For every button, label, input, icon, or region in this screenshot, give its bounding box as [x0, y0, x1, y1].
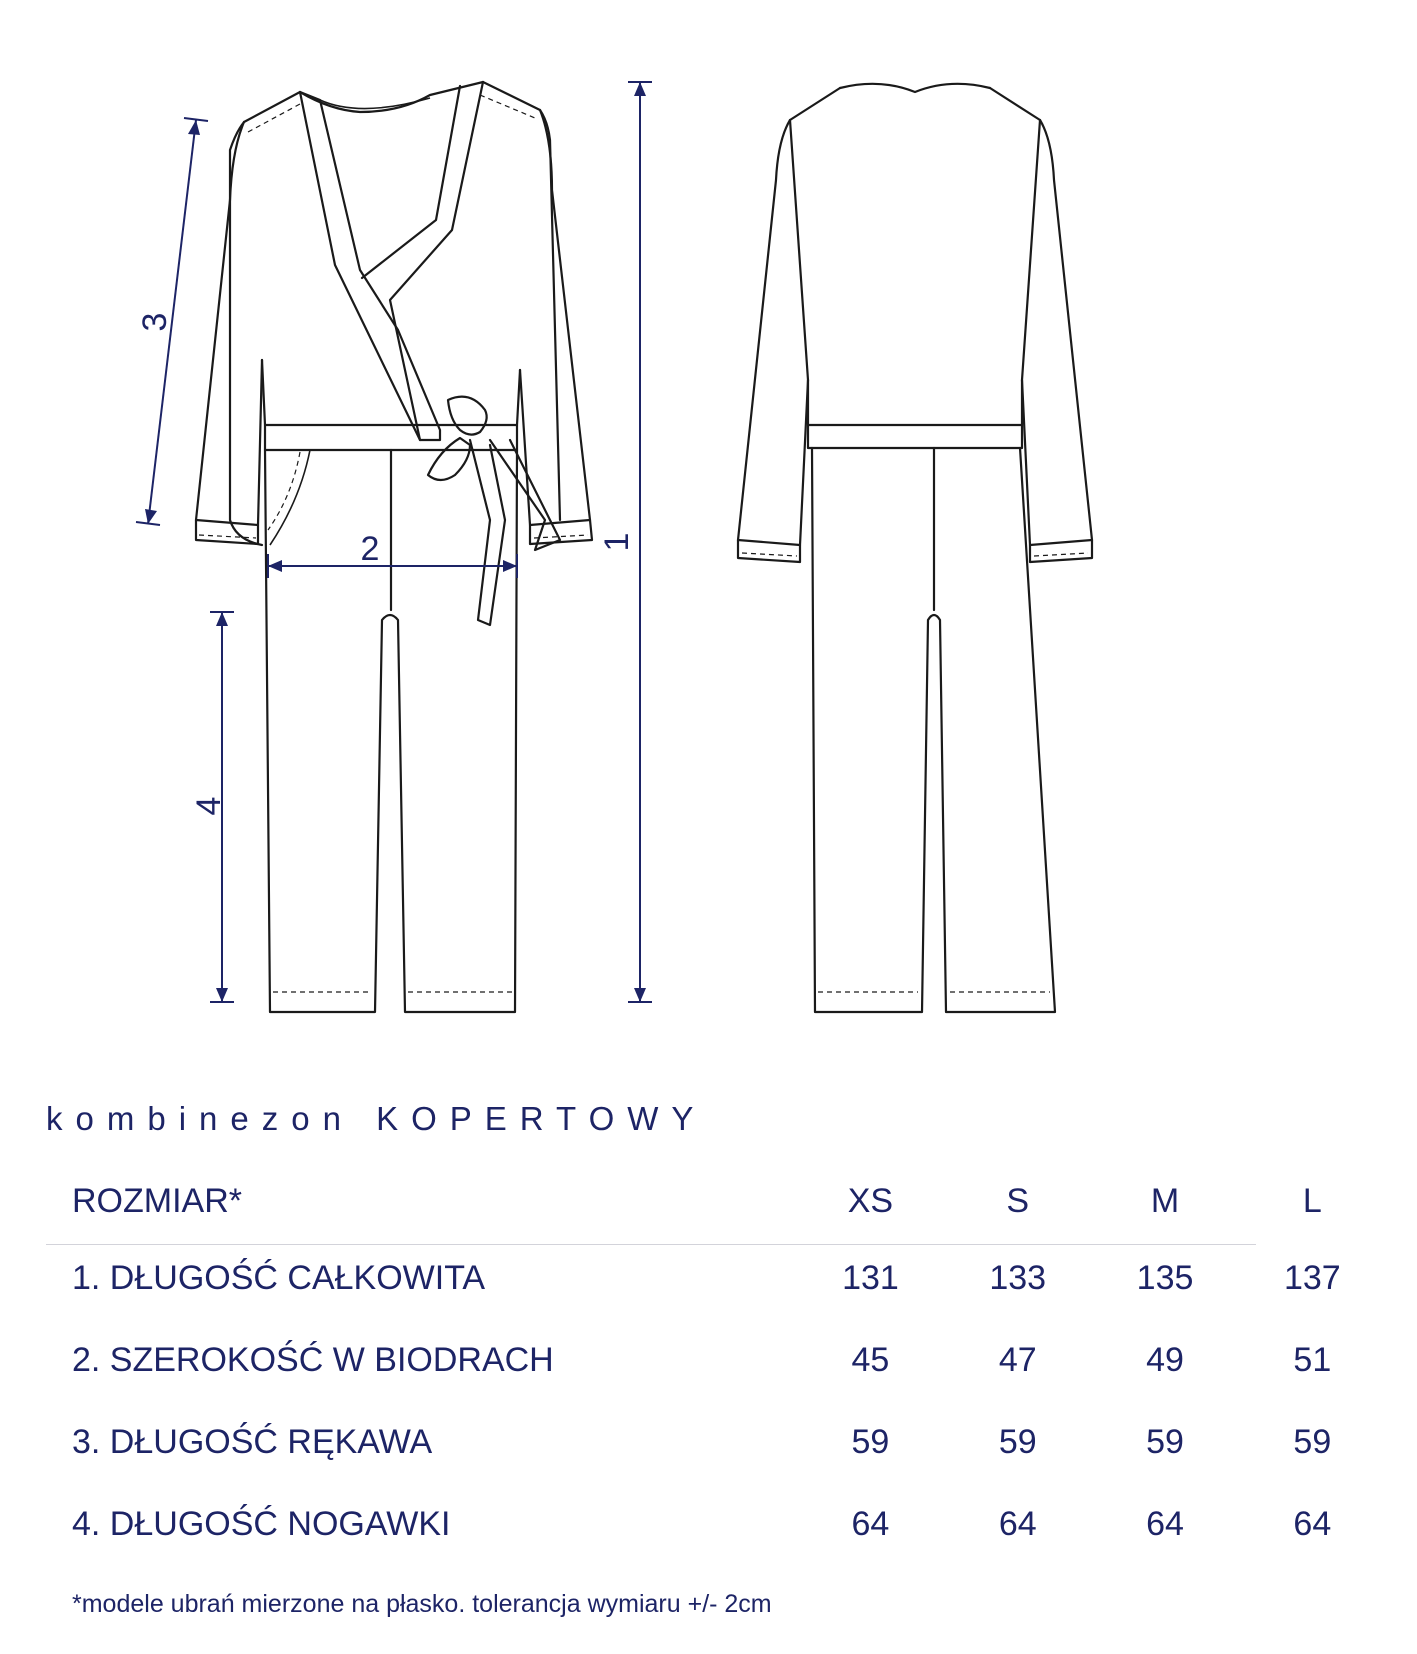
cell-value: 59 [998, 1422, 1037, 1461]
dimension-4-leg-length [190, 612, 234, 1002]
size-header-s: S [1006, 1181, 1030, 1220]
cell-value: 59 [1146, 1422, 1184, 1461]
dimension-3-sleeve-length [136, 118, 208, 525]
cell-value: 51 [1293, 1340, 1332, 1379]
size-header-m: M [1150, 1181, 1180, 1220]
row-label: 1. DŁUGOŚĆ CAŁKOWITA [72, 1258, 486, 1297]
dimension-label-4: 4 [190, 796, 228, 816]
cell-value: 133 [989, 1258, 1047, 1297]
size-header-label: ROZMIAR* [72, 1181, 242, 1220]
dimension-label-3: 3 [136, 312, 174, 332]
dimension-1-total-length [598, 82, 652, 1002]
table-row [46, 1401, 1386, 1483]
cell-value: 59 [1293, 1422, 1332, 1461]
cell-value: 47 [998, 1340, 1037, 1379]
cell-value: 137 [1283, 1258, 1341, 1297]
table-row [46, 1319, 1386, 1401]
row-label: 4. DŁUGOŚĆ NOGAWKI [72, 1504, 451, 1543]
product-title: kombinezon KOPERTOWY [46, 1100, 707, 1137]
size-header-l: L [1302, 1181, 1322, 1220]
cell-value: 59 [851, 1422, 890, 1461]
cell-value: 64 [1146, 1504, 1184, 1543]
cell-value: 131 [842, 1258, 899, 1297]
dimension-label-2: 2 [360, 530, 380, 568]
measurement-footnote: *modele ubrań mierzone na płasko. tolerancja wymiaru +/- 2cm [72, 1590, 772, 1618]
dimension-2-hip-width [268, 530, 517, 578]
cell-value: 135 [1136, 1258, 1194, 1297]
cell-value: 64 [851, 1504, 890, 1543]
table-row [46, 1483, 1386, 1565]
back-view [738, 84, 1092, 1012]
row-label: 2. SZEROKOŚĆ W BIODRACH [72, 1340, 554, 1379]
table-row [46, 1237, 1386, 1319]
size-table [46, 1165, 1386, 1565]
cell-value: 45 [851, 1340, 890, 1379]
size-header-row [46, 1165, 1386, 1237]
cell-value: 49 [1146, 1340, 1184, 1379]
size-header-xs: XS [847, 1181, 894, 1220]
front-view [196, 82, 592, 1012]
cell-value: 64 [998, 1504, 1037, 1543]
row-label: 3. DŁUGOŚĆ RĘKAWA [72, 1422, 433, 1461]
dimension-label-1: 1 [598, 532, 636, 552]
cell-value: 64 [1293, 1504, 1332, 1543]
